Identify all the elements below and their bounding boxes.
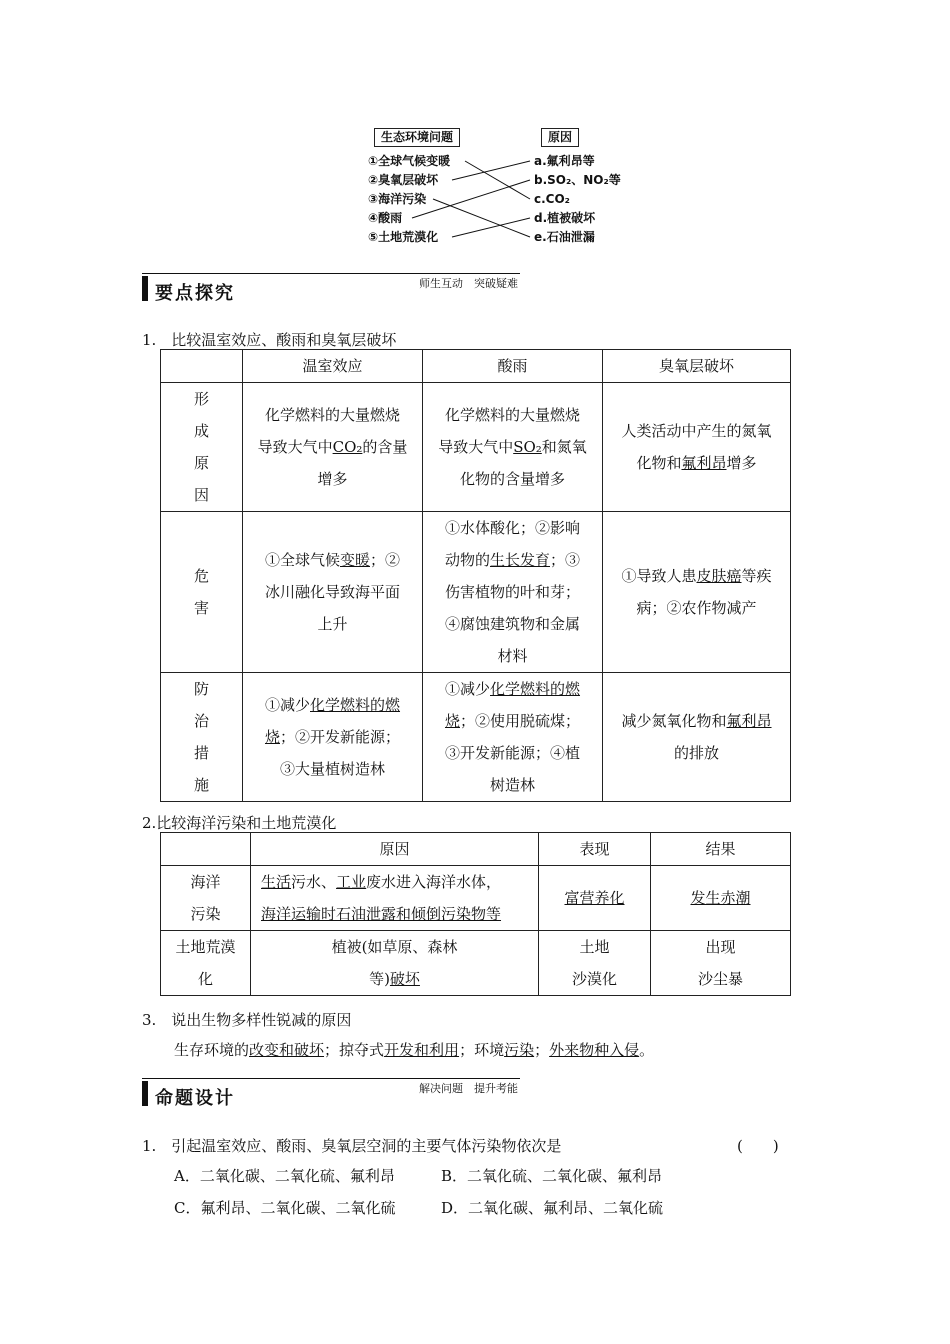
t1-prevention-greenhouse: ①减少化学燃料的燃 烧；②开发新能源； ③大量植树造林 bbox=[243, 673, 423, 802]
t2-row-label-ocean: 海洋 污染 bbox=[161, 866, 251, 931]
t1-row-label-harm: 危 害 bbox=[161, 512, 243, 673]
t2-header-empty bbox=[161, 833, 251, 866]
t2-show-desertification: 土地 沙漠化 bbox=[539, 931, 651, 996]
t2-header-manifestation: 表现 bbox=[539, 833, 651, 866]
q1-title: 1. 比较温室效应、酸雨和臭氧层破坏 bbox=[142, 331, 397, 349]
answer-bracket: ( ) bbox=[737, 1137, 779, 1155]
t2-header-result: 结果 bbox=[651, 833, 791, 866]
q3-answer: 生存环境的改变和破坏；掠夺式开发和利用；环境污染；外来物种入侵。 bbox=[174, 1041, 655, 1059]
t1-prevention-ozone: 减少氮氧化物和氟利昂 的排放 bbox=[603, 673, 791, 802]
t2-row-label-desertification: 土地荒漠 化 bbox=[161, 931, 251, 996]
matching-left-item-3: ③海洋污染 bbox=[368, 192, 427, 206]
t1-harm-acid-rain: ①水体酸化；②影响 动物的生长发育；③ 伤害植物的叶和芽； ④腐蚀建筑物和金属 材料 bbox=[423, 512, 603, 673]
matching-right-header: 原因 bbox=[541, 128, 579, 147]
comparison-table-2 bbox=[160, 832, 791, 996]
matching-right-item-d: d.植被破坏 bbox=[534, 211, 596, 225]
matching-left-item-1: ①全球气候变暖 bbox=[368, 154, 451, 168]
option-b[interactable]: B．二氧化硫、二氧化碳、氟利昂 bbox=[441, 1167, 663, 1185]
matching-right-item-b: b.SO₂、NO₂等 bbox=[534, 173, 621, 187]
section-header-question-design bbox=[142, 1078, 520, 1108]
matching-left-item-5: ⑤土地荒漠化 bbox=[368, 230, 439, 244]
t1-header-acid-rain: 酸雨 bbox=[423, 350, 603, 383]
matching-right-item-c: c.CO₂ bbox=[534, 192, 570, 206]
t1-cause-greenhouse: 化学燃料的大量燃烧 导致大气中CO₂的含量 增多 bbox=[243, 383, 423, 512]
option-c[interactable]: C．氟利昂、二氧化碳、二氧化硫 bbox=[174, 1199, 396, 1217]
section-title: 要点探究 bbox=[155, 283, 235, 304]
t1-prevention-acid-rain: ①减少化学燃料的燃 烧；②使用脱硫煤； ③开发新能源；④植 树造林 bbox=[423, 673, 603, 802]
t2-show-ocean: 富营养化 bbox=[539, 866, 651, 931]
question-stem: 1. 引起温室效应、酸雨、臭氧层空洞的主要气体污染物依次是 bbox=[142, 1137, 562, 1155]
match-line-3-e bbox=[433, 199, 530, 237]
section-header-key-points bbox=[142, 273, 520, 303]
option-d[interactable]: D．二氧化碳、氟利昂、二氧化硫 bbox=[441, 1199, 664, 1217]
matching-right-item-e: e.石油泄漏 bbox=[534, 230, 595, 244]
t1-harm-ozone: ①导致人患皮肤癌等疾 病；②农作物减产 bbox=[603, 512, 791, 673]
section-subtitle: 解决问题 提升考能 bbox=[419, 1082, 518, 1095]
matching-left-header: 生态环境问题 bbox=[374, 128, 460, 147]
section-title: 命题设计 bbox=[155, 1088, 235, 1109]
t1-cause-ozone: 人类活动中产生的氮氧 化物和氟利昂增多 bbox=[603, 383, 791, 512]
comparison-table-1 bbox=[160, 349, 791, 802]
match-line-2-a bbox=[452, 161, 530, 180]
t1-row-label-prevention: 防 治 措 施 bbox=[161, 673, 243, 802]
option-a[interactable]: A．二氧化碳、二氧化硫、氟利昂 bbox=[174, 1167, 395, 1185]
t2-cause-desertification: 植被(如草原、森林 等)破坏 bbox=[251, 931, 539, 996]
matching-right-item-a: a.氟利昂等 bbox=[534, 154, 595, 168]
t2-header-cause: 原因 bbox=[251, 833, 539, 866]
match-line-5-d bbox=[452, 218, 530, 237]
t1-header-empty bbox=[161, 350, 243, 383]
matching-lines bbox=[0, 0, 950, 260]
t2-result-desertification: 出现 沙尘暴 bbox=[651, 931, 791, 996]
section-subtitle: 师生互动 突破疑难 bbox=[419, 277, 518, 290]
q3-title: 3. 说出生物多样性锐减的原因 bbox=[142, 1011, 352, 1029]
t1-row-label-cause: 形 成 原 因 bbox=[161, 383, 243, 512]
q2-title: 2.比较海洋污染和土地荒漠化 bbox=[142, 814, 337, 832]
match-line-4-b bbox=[412, 180, 530, 218]
matching-left-item-2: ②臭氧层破坏 bbox=[368, 173, 439, 187]
matching-left-item-4: ④酸雨 bbox=[368, 211, 403, 225]
t1-header-ozone: 臭氧层破坏 bbox=[603, 350, 791, 383]
match-line-1-c bbox=[465, 161, 530, 199]
t1-header-greenhouse: 温室效应 bbox=[243, 350, 423, 383]
t1-cause-acid-rain: 化学燃料的大量燃烧 导致大气中SO₂和氮氧 化物的含量增多 bbox=[423, 383, 603, 512]
t2-cause-ocean: 生活污水、工业废水进入海洋水体， 海洋运输时石油泄露和倾倒污染物等 bbox=[251, 866, 539, 931]
t2-result-ocean: 发生赤潮 bbox=[651, 866, 791, 931]
t1-harm-greenhouse: ①全球气候变暖；② 冰川融化导致海平面 上升 bbox=[243, 512, 423, 673]
